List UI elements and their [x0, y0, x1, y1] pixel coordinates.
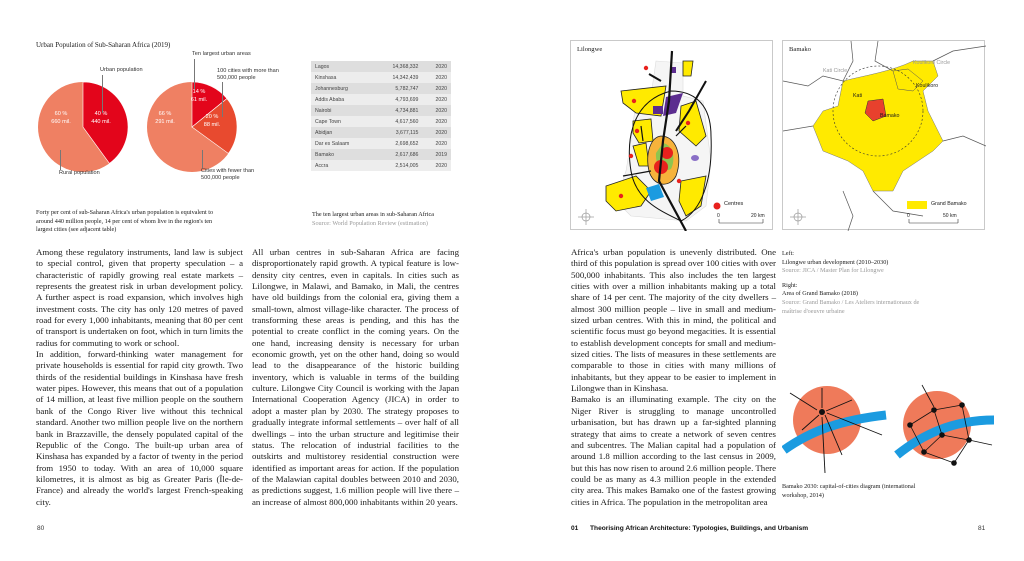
paragraph: In addition, forward-thinking water management for private households is essential for rapid city growth. Two thirds of the residential buildings in Kinshasa have fresh water pipes. However, this means that out of a population of 14 million, at least five million people on the southern bank of the Congo River live without this technical standard. Another two million people live on the northern bank in Brazzaville, the densely populated capital of the Republic of the Congo. The built-up urban area of Kinshasa has expanded by a factor of twenty in the period from 1950 to today. With an area of 10,000 square kilometres, it is almost as big as Greater Paris (Île-de-France) and already the world's largest French-speaking city.: [36, 349, 243, 507]
paragraph: All urban centres in sub-Saharan Africa are facing disproportionately rapid growth. A typical feature is low-density city centres, even in capitals. In cities such as Lilongwe, in Malawi, and Bamako, in Mali, the centres have old buildings from the colonial era, giving them a small-town, almost village-like character. The process of transforming these areas is pending, and this has the potential to create conflict in the coming years. On the one hand, increasing density is necessary for urban economic growth, yet on the other hand, doing so would lead to the disappearance of the historic building inventory, which is valuable in terms of the building culture. Lilongwe City Council is working with the Japan International Cooperation Agency (JICA) in order to adopt a master plan by 2030. The strategy proposes to gradually integrate informal settlements – over half of all dwellings – into the urban structure and legitimise their status. The relocation of industrial facilities to the outskirts and multistorey residential construction were identified as important areas for action. If the population of the Malawian capital doubles between 2010 and 2030, as predictions suggest, 1.6 million people will live there – an increase of almost 800,000 inhabitants within 20 years.: [252, 247, 459, 507]
pie2-fewer-leader: [202, 150, 203, 168]
pie2-top10-label: Ten largest urban areas: [192, 51, 251, 57]
year-cell: 2019: [422, 149, 451, 160]
table-caption-source: Source: World Population Review (estimation): [312, 219, 428, 227]
label-koulikoro-circle: Koulikoro Circle: [913, 60, 951, 66]
chapter-number: 01: [571, 525, 579, 532]
table-row: [311, 138, 451, 149]
year-cell: 2020: [422, 160, 451, 171]
table-row: [311, 72, 451, 83]
caption-right-title: Area of Grand Bamako (2018): [782, 290, 858, 298]
paragraph: Africa's urban population is unevenly distributed. One third of this population is spread over 100 cities with over 500,000 inhabitants. This also includes the ten largest cities with over a million inhabitants making up a total share of 14 per cent. The majority of the city dwellers – almost 300 million people – live in small and medium-sized urban centres. With this in mind, the political and scientific focus must go beyond megacities. It is essential to establish development concepts for small and medium-sized cities. The lists of measures in these settlements are comparable to those in cities with many millions of inhabitants, but they appear to be easier to implement in Lilongwe than in Kinshasa.: [571, 247, 776, 394]
city-name-cell: Addis Ababa: [311, 94, 373, 105]
pie1-rural-leader: [60, 150, 61, 170]
capital-of-cities-diagram: [782, 375, 994, 480]
pie-caption: Forty per cent of sub-Saharan Africa's urban population is equivalent to around 440 million people, 14 per cent of whom live in the region's ten largest cities (see adjacent table): [36, 209, 214, 234]
body-column-2: [252, 247, 459, 508]
city-name-cell: Johannesburg: [311, 83, 373, 94]
map-bamako: [782, 40, 985, 230]
chapter-title: Theorising African Architecture: Typologies, Buildings, and Urbanism: [590, 525, 809, 532]
paragraph: Bamako is an illuminating example. The city on the Niger River is struggling to manage uncontrolled urbanisation, but has drawn up a far-sighted planning strategy that aims to create a network of seven centres and subcentres. The Malian capital had a population of around 1.8 million according to the last census in 2009, but this has now risen to around 2.6 million people. There could be as many as 4.3 million people in the extended city area. This makes Bamako one of the fastest growing cities in Africa. The population in the metropolitan area: [571, 394, 776, 507]
table-row: [311, 83, 451, 94]
label-kati-circle: Kati Circle: [823, 68, 848, 74]
population-cell: 2,514,005: [373, 160, 423, 171]
city-name-cell: Abidjan: [311, 127, 373, 138]
north-arrow-icon: [578, 209, 594, 225]
largest-cities-table: [311, 61, 451, 171]
city-name-cell: Cape Town: [311, 116, 373, 127]
pie2-fewer-value: 66 % 291 mil.: [155, 111, 175, 125]
pie1-urban-label: Urban population: [100, 67, 143, 73]
scale-label-0: 0: [717, 213, 720, 219]
scale-label-0: 0: [907, 213, 910, 219]
year-cell: 2020: [422, 94, 451, 105]
population-cell: 14,368,332: [373, 61, 423, 72]
label-koulikoro: Koulikoro: [916, 83, 939, 89]
caption-right-source: Source: Grand Bamako / Les Ateliers internationaux de maîtrise d'oeuvre urbaine: [782, 298, 920, 315]
scale-bar: [909, 219, 958, 223]
north-arrow-icon: [790, 209, 806, 225]
table-caption: [312, 211, 482, 228]
scale-bar: [719, 219, 763, 223]
caption-left-source: Source: JICA / Master Plan for Lilongwe: [782, 267, 884, 275]
population-cell: 2,698,652: [373, 138, 423, 149]
legend-grand-bamako: Grand Bamako: [931, 201, 967, 207]
lilongwe-map-graphic: [571, 41, 774, 231]
paragraph: Among these regulatory instruments, land law is subject to special control, given that property speculation – a characteristic of rapidly growing real estate markets – represents the greatest risk in urban development policy. A further aspect is road expansion, which involves high investment costs. The city has only 120 metres of paved road for every 1,000 inhabitants, meaning that 80 per cent of transport is undertaken on foot, which in turn limits the radius for commuting to work or school.: [36, 247, 243, 348]
body-column-3: [571, 247, 776, 508]
city-name-cell: Kinshasa: [311, 72, 373, 83]
body-column-1: [36, 247, 243, 508]
year-cell: 2020: [422, 116, 451, 127]
caption-left-title: Lilongwe urban development (2010–2030): [782, 258, 889, 266]
city-name-cell: Dar es Salaam: [311, 138, 373, 149]
caption-left-label: Left:: [782, 250, 795, 257]
city-name-cell: Lagos: [311, 61, 373, 72]
table-row: [311, 116, 451, 127]
city-name-cell: Accra: [311, 160, 373, 171]
pie2-top10-leader: [194, 59, 195, 89]
map-lilongwe-title: Lilongwe: [577, 46, 603, 53]
label-kati: Kati: [853, 93, 863, 99]
pie1-rural-value: 60 % 660 mil.: [51, 111, 71, 125]
population-cell: 5,782,747: [373, 83, 423, 94]
page-number-right: 81: [978, 525, 986, 532]
population-cell: 4,617,560: [373, 116, 423, 127]
map-bamako-title: Bamako: [789, 46, 811, 53]
caption-right-label: Right:: [782, 281, 798, 289]
table-row: [311, 149, 451, 160]
population-cell: 3,677,115: [373, 127, 423, 138]
table-row: [311, 127, 451, 138]
year-cell: 2020: [422, 105, 451, 116]
year-cell: 2020: [422, 61, 451, 72]
population-cell: 4,734,881: [373, 105, 423, 116]
map-lilongwe: [570, 40, 773, 230]
scale-label-max: 50 km: [943, 213, 957, 219]
city-name-cell: Bamako: [311, 149, 373, 160]
diagram-caption: Bamako 2030: capital-of-cities diagram (international workshop, 2014): [782, 483, 916, 499]
pie1-urban-leader: [102, 75, 103, 113]
pie2-top10-value: 14 % 61 mil.: [190, 89, 208, 103]
year-cell: 2020: [422, 138, 451, 149]
map-captions: [782, 250, 972, 316]
figure-title: Urban Population of Sub-Saharan Africa (2019): [36, 41, 171, 49]
scale-label-max: 20 km: [751, 213, 765, 219]
city-name-cell: Nairobi: [311, 105, 373, 116]
pie2-100cities-leader: [222, 82, 223, 117]
running-head: [571, 525, 808, 532]
table-row: [311, 94, 451, 105]
pie1-rural-label: Rural population: [59, 170, 100, 176]
pie2-100cities-value: 20 % 88 mil.: [203, 114, 221, 128]
pie-chart-urban-rural: [36, 80, 130, 174]
pie2-fewer-label: Cities with fewer than 500,000 people: [201, 168, 255, 181]
pie2-100cities-label: 100 cities with more than 500,000 people: [217, 68, 279, 81]
population-cell: 4,793,699: [373, 94, 423, 105]
table-caption-title: The ten largest urban areas in sub-Saharan Africa: [312, 211, 435, 218]
label-bamako: Bamako: [880, 113, 900, 119]
population-cell: 2,617,686: [373, 149, 423, 160]
table-row: [311, 160, 451, 171]
table-row: [311, 61, 451, 72]
pie1-urban-value: 40 % 440 mil.: [91, 111, 111, 125]
year-cell: 2020: [422, 127, 451, 138]
year-cell: 2020: [422, 72, 451, 83]
legend-centres: Centres: [724, 201, 744, 207]
population-cell: 14,342,439: [373, 72, 423, 83]
page-number-left: 80: [37, 525, 45, 532]
year-cell: 2020: [422, 83, 451, 94]
table-row: [311, 105, 451, 116]
